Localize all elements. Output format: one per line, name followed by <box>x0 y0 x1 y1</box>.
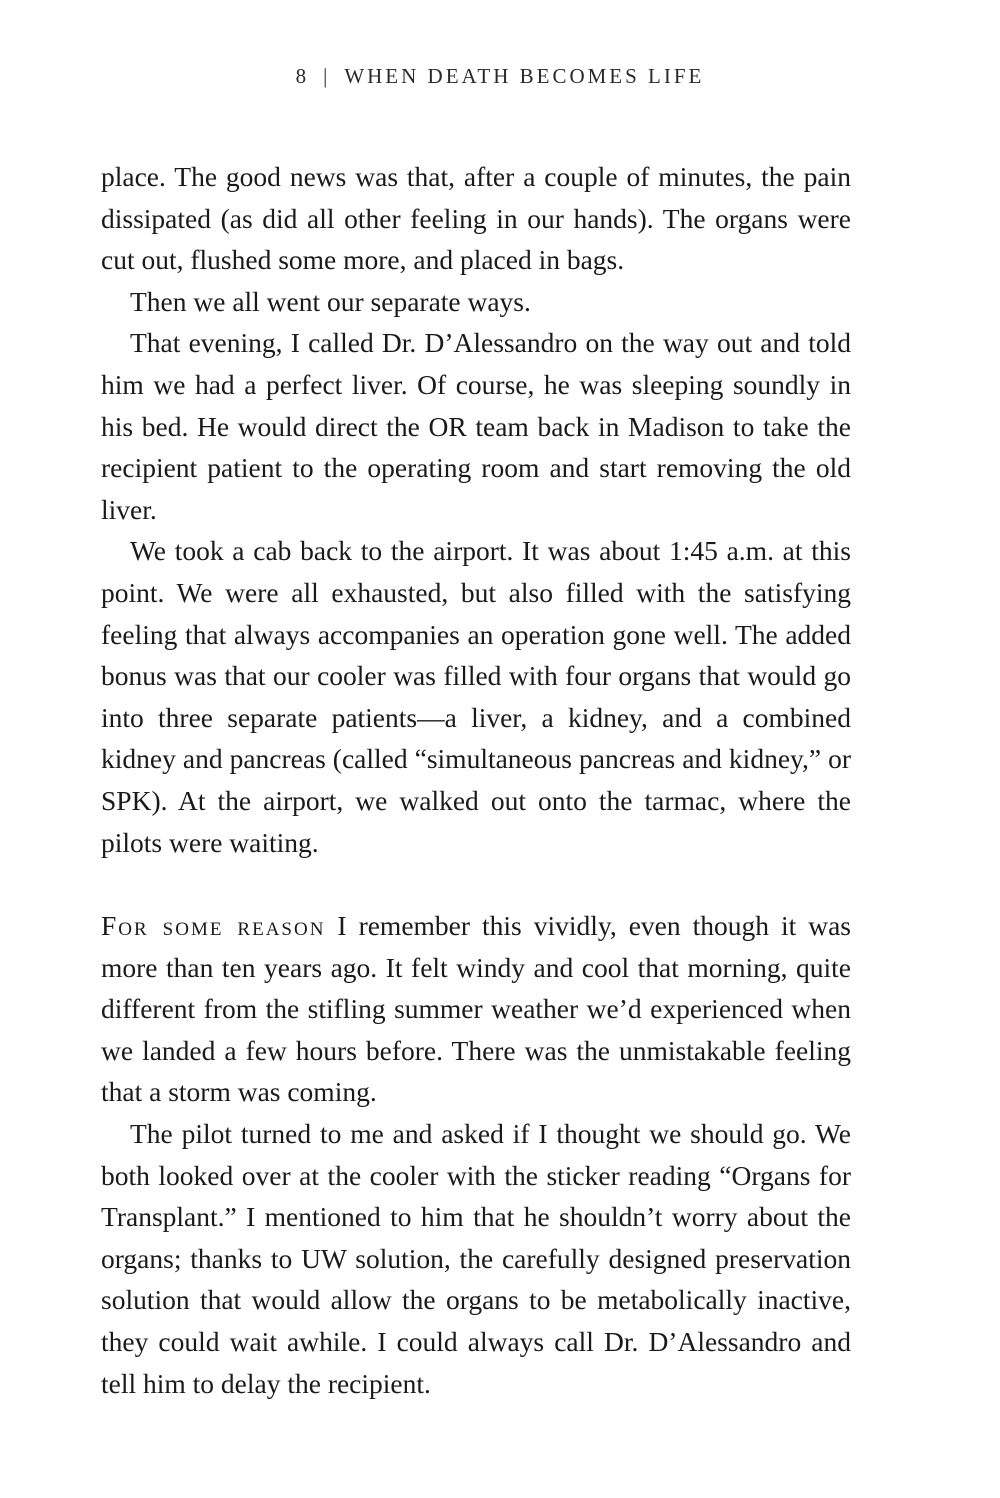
paragraph: Then we all went our separate ways. <box>130 285 531 317</box>
paragraph: The pilot turned to me and asked if I thought we should go. We both looked over at the cooler with the sticker reading “Organs for Transplant.” I mentioned to him that he shouldn’t worry about the organs; thanks to UW solution, the carefully designed preservation solution that would allow the organs to be metabolically inactive, they could wait awhile. I could always call Dr. D’Alessandro and tell him to delay the recipient. <box>101 1117 851 1399</box>
page-number: 8 <box>295 64 310 88</box>
paragraph: We took a cab back to the airport. It was about 1:45 a.m. at this point. We were all exhausted, but also filled with the satisfying feeling that always accompanies an operation gone well. The added bonus was that our cooler was filled with four organs that would go into three separate patients—a liver, a kidney, and a combined kidney and pancreas (called “simultaneous pancreas and kidney,” or SPK). At the airport, we walked out onto the tarmac, where the pilots were waiting. <box>101 535 851 858</box>
paragraph: That evening, I called Dr. D’Alessandro on the way out and told him we had a perfect liver. Of course, he was sleeping soundly in his bed. He would direct the OR team back in Madison to take the recipient patient to the operating room and start removing the old liver. <box>101 327 851 525</box>
small-caps-lead-in: For some reason <box>101 910 326 941</box>
paragraph-continuation: place. The good news was that, after a couple of minutes, the pain dissipated (as did all other feeling in our hands). The organs were cut out, flushed some more, and placed in bags. <box>101 161 851 276</box>
paragraph-text: I remember this vividly, even though it was more than ten years ago. It felt windy and cool that morning, quite different from the stifling summer weather we’d experienced when we landed a few hours before. There was the unmistakable feeling that a storm was coming. <box>101 910 851 1108</box>
body-text-section-1 <box>101 156 851 863</box>
body-text-section-2 <box>101 905 851 1404</box>
header-separator: | <box>323 64 331 88</box>
running-head <box>0 64 1000 89</box>
book-title: WHEN DEATH BECOMES LIFE <box>344 64 705 88</box>
section-opening-paragraph <box>101 905 851 1113</box>
